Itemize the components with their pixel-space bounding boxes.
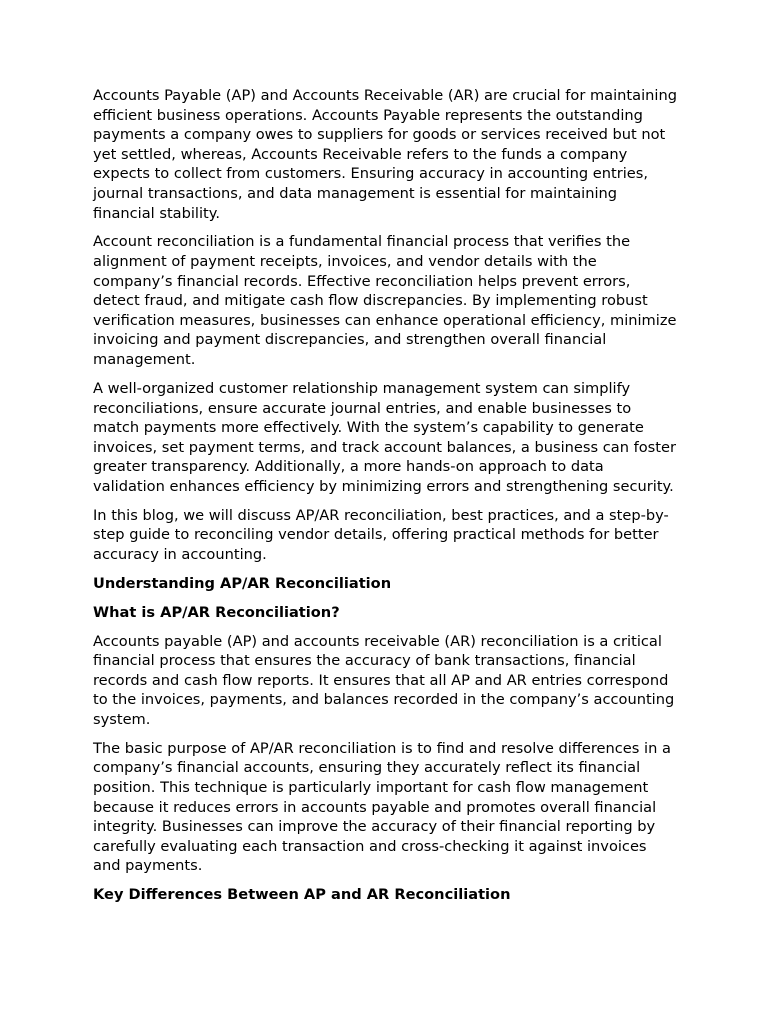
reconciliation-overview-paragraph: Account reconciliation is a fundamental financial process that verifies the alignment of payment receipts, invoices, and vendor details with the company’s financial records. Effective reconciliation helps prevent errors, detect fraud, and mitigate cash flow discrepancies. By implementing robust verification measures, businesses can enhance operational efficiency, minimize invoicing and payment discrepancies, and strengthen overall financial management. (93, 233, 677, 369)
purpose-paragraph: The basic purpose of AP/AR reconciliation is to find and resolve differences in a company’s financial accounts, ensuring they accurately reflect its financial position. This technique is particularly important for cash flow management because it reduces errors in accounts payable and promotes overall financial integrity. Businesses can improve the accuracy of their financial reporting by carefully evaluating each transaction and cross-checking it against invoices and payments. (93, 739, 671, 875)
crm-paragraph: A well-organized customer relationship management system can simplify reconciliations, ensure accurate journal entries, and enable businesses to match payments more effectively. With the system’s capability to generate invoices, set payment terms, and track account balances, a business can foster greater transparency. Additionally, a more hands-on approach to data validation enhances efficiency by minimizing errors and strengthening security. (93, 379, 676, 495)
definition-paragraph: Accounts payable (AP) and accounts receivable (AR) reconciliation is a critical financial process that ensures the accuracy of bank transactions, financial records and cash flow reports. It ensures that all AP and AR entries correspond to the invoices, payments, and balances recorded in the company’s accounting system. (93, 632, 675, 728)
subheading-what-is: What is AP/AR Reconciliation? (93, 603, 340, 621)
document-page (93, 86, 677, 914)
blog-intro-paragraph: In this blog, we will discuss AP/AR reconciliation, best practices, and a step-by-step guide to reconciling vendor details, offering practical methods for better accuracy in accounting. (93, 506, 669, 563)
intro-paragraph: Accounts Payable (AP) and Accounts Receivable (AR) are crucial for maintaining efficient business operations. Accounts Payable represents the outstanding payments a company owes to suppliers for goods or services received but not yet settled, whereas, Accounts Receivable refers to the funds a company expects to collect from customers. Ensuring accuracy in accounting entries, journal transactions, and data management is essential for maintaining financial stability. (93, 87, 677, 222)
section-heading-understanding: Understanding AP/AR Reconciliation (93, 574, 392, 592)
subheading-key-differences: Key Differences Between AP and AR Reconciliation (93, 886, 511, 904)
